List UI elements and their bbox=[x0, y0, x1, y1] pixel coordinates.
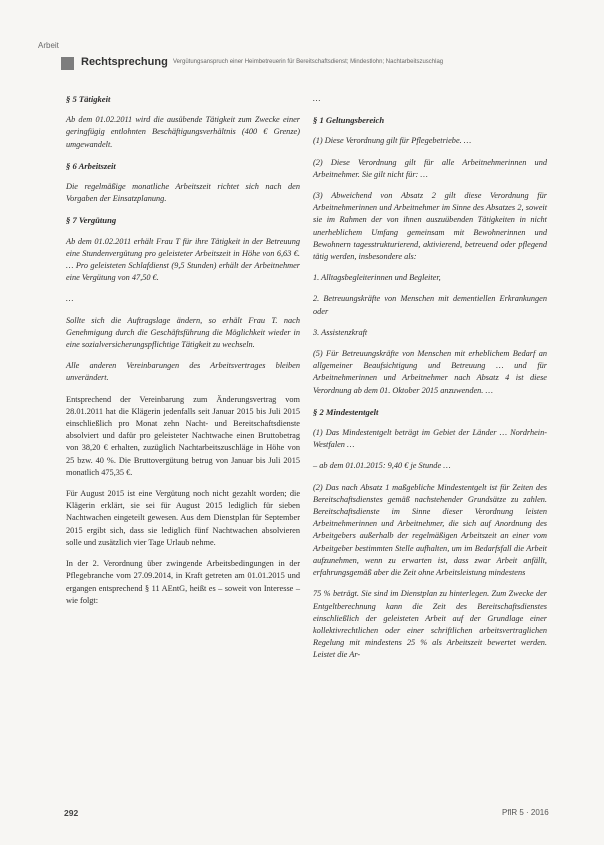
ellipsis: … bbox=[313, 94, 321, 103]
paragraph: (1) Das Mindestentgelt beträgt im Gebiet der Länder … Nordrhein-Westfalen … bbox=[313, 428, 547, 450]
paragraph: (5) Für Betreuungskräfte von Menschen mit erheblichem Bedarf an allgemeiner Beaufsichtigung und Betreuung … und für Arbeitnehmerinnen und Arbeitnehmer nach Absatz 4 ist diese Verordnung ab dem 01. Oktober 2015 anzuwenden. … bbox=[313, 349, 547, 395]
right-column bbox=[313, 93, 547, 671]
paragraph: (1) Diese Verordnung gilt für Pflegebetriebe. … bbox=[313, 136, 472, 146]
paragraph: Ab dem 01.02.2011 erhält Frau T für ihre Tätigkeit in der Betreuung eine Stundenvergütung pro geleisteter Arbeitszeit in Höhe von 6,63 €. … Pro geleisteten Schlafdienst (9,5 Stunden) erhält der Arbeitnehmer eine Vergütung von 47,50 €. bbox=[66, 236, 300, 283]
heading-mindestentgelt: § 2 Mindestentgelt bbox=[313, 406, 379, 417]
ellipsis: … bbox=[66, 294, 74, 304]
paragraph: 75 % beträgt. Sie sind im Dienstplan zu hinterlegen. Zum Zwecke der Entgeltberechnung kann die Zeit des Bereitschaftsdienstes einschließlich der geleisteten Arbeit auf der Grundlage einer kollektivrechtlichen oder einer schriftlichen arbeitsvertraglichen Regelung mit mindestens 25 % als Arbeitszeit bewertet werden. Leistet die Ar- bbox=[313, 589, 547, 660]
section-subtitle: Vergütungsanspruch einer Heimbetreuerin für Bereitschaftsdienst; Mindestlohn; Nachtarbeitszuschlag bbox=[173, 59, 444, 65]
paragraph: (2) Diese Verordnung gilt für alle Arbeitnehmerinnen und Arbeitnehmer. Sie gilt nicht für: … bbox=[313, 157, 547, 179]
paragraph: In der 2. Verordnung über zwingende Arbeitsbedingungen in der Pflegebranche vom 27.09.2014, in Kraft getreten am 01.01.2015 und ergangen entsprechend § 11 AEntG, heißt es – soweit von Interesse – wie folgt: bbox=[66, 559, 300, 605]
paragraph: Die regelmäßige monatliche Arbeitszeit richtet sich nach den Vorgaben der Einsatzplanung. bbox=[66, 182, 300, 204]
heading-vergutung: § 7 Vergütung bbox=[66, 215, 117, 226]
paragraph: 2. Betreuungskräfte von Menschen mit dementiellen Erkrankungen oder bbox=[313, 294, 547, 316]
paragraph: 1. Alltagsbegleiterinnen und Begleiter, bbox=[313, 273, 441, 283]
section-marker-icon bbox=[61, 57, 74, 70]
paragraph: – ab dem 01.01.2015: 9,40 € je Stunde … bbox=[313, 461, 451, 471]
paragraph: Ab dem 01.02.2011 wird die ausübende Tätigkeit zum Zwecke einer geringfügig entlohnten Beschäftigungsverhältnis (400 € Grenze) umgewandelt. bbox=[66, 115, 300, 149]
paragraph: Für August 2015 ist eine Vergütung noch nicht gezahlt worden; die Klägerin erklärt, sie sei für August 2015 lediglich für sieben Nachtwachen eingeteilt gewesen. Aus dem Dienstplan für September 2015 ergibt sich, dass sie lediglich fünf Nachtwachen absolvieren solle und zusätzlich vier Tage Urlaub nehme. bbox=[66, 489, 300, 547]
paragraph: (3) Abweichend von Absatz 2 gilt diese Verordnung für Arbeitnehmerinnen und Arbeitnehmer im Sinne des Absatzes 2, soweit sie im Rahmen der von ihnen auszuübenden Tätigkeiten in nicht unerheblichem Umfang gemeinsam mit Bewohnerinnen und Bewohnern tagesstrukturierend, aktivierend, betreuend oder pflegend tätig werden, insbesondere als: bbox=[313, 191, 547, 262]
section-title: Rechtsprechung bbox=[81, 56, 168, 68]
journal-reference: PflR 5 · 2016 bbox=[502, 808, 549, 817]
paragraph: (2) Das nach Absatz 1 maßgebliche Mindestentgelt ist für Zeiten des Bereitschaftsdienstes gemäß nachstehender Grundsätze zu zahlen. Bereitschaftsdienste im Sinne dieser Verordnung leisten Arbeitnehmerinnen und Arbeitnehmer, die sich auf Anordnung des Arbeitgebers außerhalb der regelmäßigen Arbeitszeit an einer vom Arbeitgeber bestimmten Stelle aufhalten, um im Bedarfsfall die Arbeit aufzunehmen, wenn zu erwarten ist, dass zwar Arbeit anfällt, erfahrungsgemäß aber die Zeit ohne Arbeitsleistung mindestens bbox=[313, 482, 547, 578]
left-column bbox=[66, 93, 300, 616]
paragraph: Alle anderen Vereinbarungen des Arbeitsvertrages bleiben unverändert. bbox=[66, 361, 300, 383]
paragraph: Entsprechend der Vereinbarung zum Änderungsvertrag vom 28.01.2011 hat die Klägerin jedenfalls seit Januar 2015 bis Juli 2015 einschließlich pro Monat zehn Nacht- und Bereitschaftsdienste absolviert und dafür pro geleisteter Nachtwache einen Bruttobetrag von 38,20 € erhalten, zuzüglich Nachtarbeitszuschläge in Höhe von 25 bzw. 40 %. Die Bruttovergütung betrug von Januar bis Juli 2015 monatlich 475,35 €. bbox=[66, 394, 300, 477]
paragraph: 3. Assistenzkraft bbox=[313, 327, 368, 337]
section-header bbox=[61, 56, 581, 72]
page-number: 292 bbox=[64, 808, 79, 818]
heading-arbeitszeit: § 6 Arbeitszeit bbox=[66, 160, 116, 171]
paragraph: Sollte sich die Auftragslage ändern, so erhält Frau T. nach Genehmigung durch die Geschäftsführung die Möglichkeit wieder in eine sozialversicherungspflichtige Tätigkeit zu wechseln. bbox=[66, 315, 300, 350]
running-head: Arbeit bbox=[38, 41, 59, 50]
heading-geltungsbereich: § 1 Geltungsbereich bbox=[313, 115, 385, 126]
heading-tatigkeit: § 5 Tätigkeit bbox=[66, 94, 111, 104]
